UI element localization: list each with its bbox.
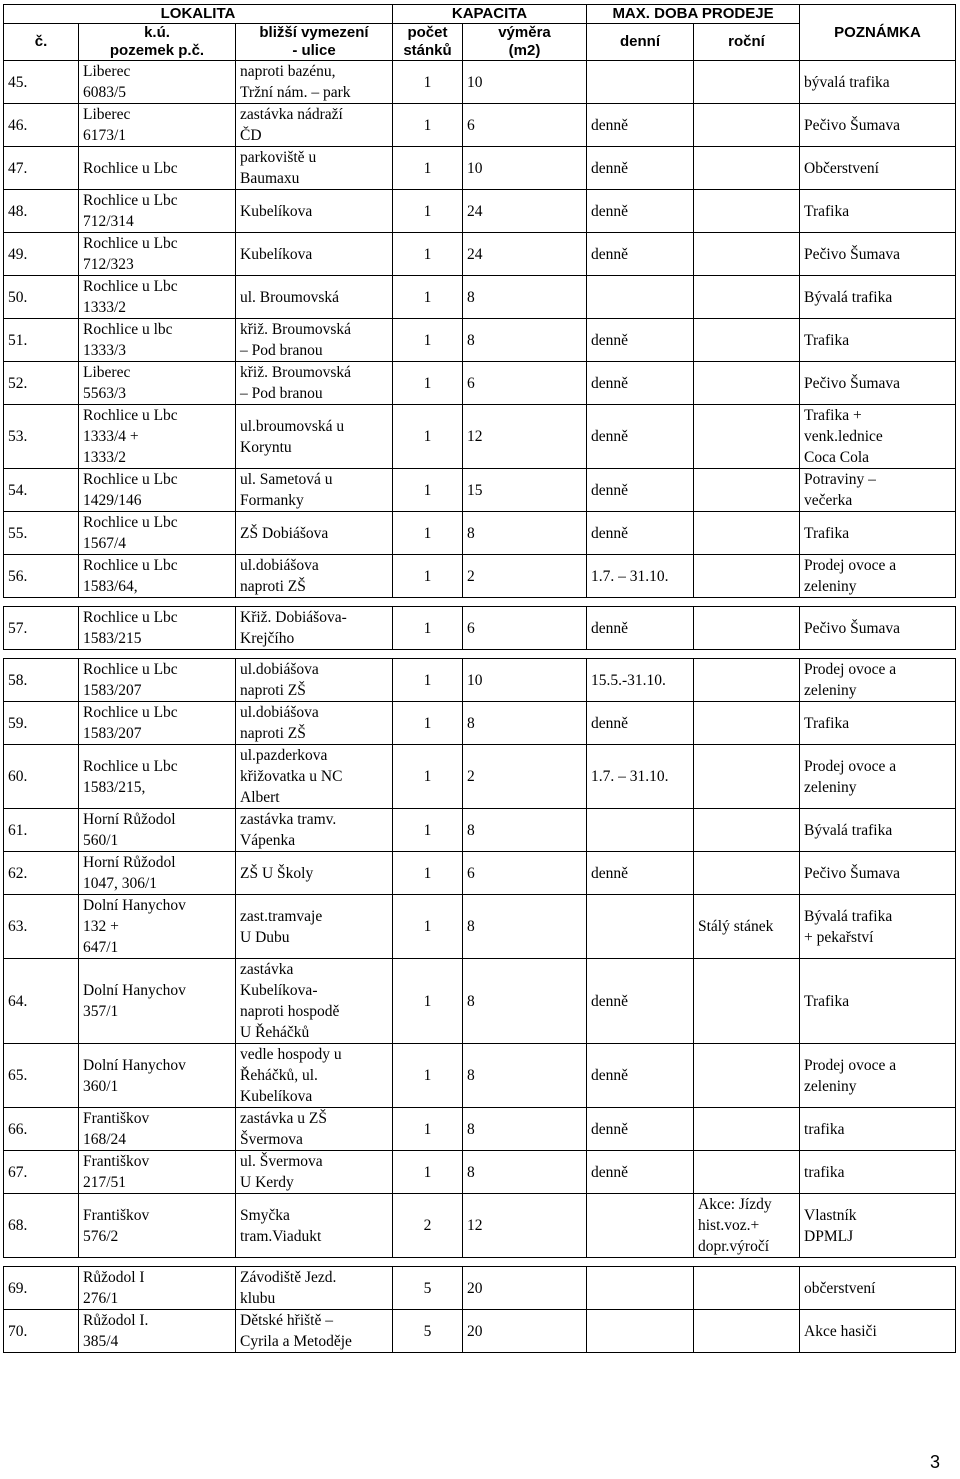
cell-cadastre: Františkov 168/24 <box>79 1108 236 1151</box>
cell-street: ul.pazderkova křižovatka u NC Albert <box>236 745 393 809</box>
cell-number: 62. <box>4 852 79 895</box>
cell-daily: 15.5.-31.10. <box>587 659 694 702</box>
cell-number: 57. <box>4 607 79 650</box>
cell-note: Trafika <box>800 190 956 233</box>
cell-count: 1 <box>393 362 463 405</box>
cell-number: 69. <box>4 1267 79 1310</box>
cell-street: ul. Švermova U Kerdy <box>236 1151 393 1194</box>
cell-note: trafika <box>800 1151 956 1194</box>
cell-yearly: Akce: Jízdy hist.voz.+ dopr.výročí <box>694 1194 800 1258</box>
cell-area: 2 <box>463 555 587 598</box>
cell-cadastre: Horní Růžodol 1047, 306/1 <box>79 852 236 895</box>
cell-count: 1 <box>393 1151 463 1194</box>
cell-yearly <box>694 852 800 895</box>
cell-cadastre: Růžodol I. 385/4 <box>79 1310 236 1353</box>
cell-yearly <box>694 233 800 276</box>
cell-cadastre: Rochlice u Lbc 1583/215 <box>79 607 236 650</box>
cell-area: 6 <box>463 607 587 650</box>
cell-area: 8 <box>463 1151 587 1194</box>
table-row <box>4 809 956 852</box>
cell-yearly <box>694 1044 800 1108</box>
cell-number: 50. <box>4 276 79 319</box>
cell-count: 1 <box>393 233 463 276</box>
table-row <box>4 147 956 190</box>
cell-count: 1 <box>393 469 463 512</box>
table-row <box>4 1194 956 1258</box>
table-row <box>4 852 956 895</box>
cell-cadastre: Liberec 6173/1 <box>79 104 236 147</box>
cell-count: 5 <box>393 1310 463 1353</box>
cell-yearly <box>694 512 800 555</box>
table-row <box>4 276 956 319</box>
cell-cadastre: Rochlice u Lbc 1567/4 <box>79 512 236 555</box>
cell-count: 1 <box>393 61 463 104</box>
table-row <box>4 405 956 469</box>
cell-area: 8 <box>463 512 587 555</box>
cell-yearly <box>694 1151 800 1194</box>
cell-yearly <box>694 1310 800 1353</box>
cell-note: Trafika + venk.lednice Coca Cola <box>800 405 956 469</box>
cell-daily: 1.7. – 31.10. <box>587 555 694 598</box>
cell-daily: denně <box>587 362 694 405</box>
table-header <box>4 5 956 61</box>
cell-note: Prodej ovoce a zeleniny <box>800 1044 956 1108</box>
cell-cadastre: Liberec 6083/5 <box>79 61 236 104</box>
header-group-max-doba: MAX. DOBA PRODEJE <box>587 5 800 24</box>
cell-number: 66. <box>4 1108 79 1151</box>
cell-street: Dětské hřiště – Cyrila a Metoděje <box>236 1310 393 1353</box>
cell-number: 46. <box>4 104 79 147</box>
cell-cadastre: Františkov 576/2 <box>79 1194 236 1258</box>
cell-area: 6 <box>463 362 587 405</box>
cell-yearly <box>694 190 800 233</box>
cell-number: 48. <box>4 190 79 233</box>
cell-street: Kubelíkova <box>236 190 393 233</box>
cell-street: ul. Broumovská <box>236 276 393 319</box>
table-row <box>4 959 956 1044</box>
cell-count: 1 <box>393 702 463 745</box>
cell-daily: denně <box>587 469 694 512</box>
header-group-lokalita: LOKALITA <box>4 5 393 24</box>
cell-note: trafika <box>800 1108 956 1151</box>
cell-note: Akce hasiči <box>800 1310 956 1353</box>
cell-number: 59. <box>4 702 79 745</box>
header-col-number: č. <box>4 24 79 61</box>
cell-daily <box>587 61 694 104</box>
cell-count: 2 <box>393 1194 463 1258</box>
cell-street: naproti bazénu, Tržní nám. – park <box>236 61 393 104</box>
cell-note: Trafika <box>800 319 956 362</box>
cell-yearly <box>694 362 800 405</box>
cell-cadastre: Rochlice u Lbc 1583/207 <box>79 702 236 745</box>
cell-number: 49. <box>4 233 79 276</box>
row-gap <box>4 1258 956 1267</box>
cell-yearly <box>694 959 800 1044</box>
cell-yearly <box>694 405 800 469</box>
cell-note: Trafika <box>800 512 956 555</box>
table-row <box>4 659 956 702</box>
cell-daily <box>587 1194 694 1258</box>
cell-daily: denně <box>587 959 694 1044</box>
cell-note: Bývalá trafika <box>800 809 956 852</box>
cell-number: 51. <box>4 319 79 362</box>
cell-number: 64. <box>4 959 79 1044</box>
cell-number: 58. <box>4 659 79 702</box>
table-row <box>4 895 956 959</box>
cell-number: 47. <box>4 147 79 190</box>
location-table <box>3 4 956 1353</box>
cell-count: 5 <box>393 1267 463 1310</box>
row-gap <box>4 598 956 607</box>
cell-street: ul.dobiášova naproti ZŠ <box>236 659 393 702</box>
cell-note: Bývalá trafika + pekařství <box>800 895 956 959</box>
cell-area: 2 <box>463 745 587 809</box>
cell-daily: denně <box>587 702 694 745</box>
cell-daily <box>587 276 694 319</box>
table-row <box>4 512 956 555</box>
cell-yearly <box>694 659 800 702</box>
cell-note: Prodej ovoce a zeleniny <box>800 555 956 598</box>
cell-area: 20 <box>463 1267 587 1310</box>
page-number: 3 <box>929 1452 940 1472</box>
cell-count: 1 <box>393 319 463 362</box>
cell-count: 1 <box>393 190 463 233</box>
cell-daily: denně <box>587 104 694 147</box>
row-gap <box>4 650 956 659</box>
cell-cadastre: Dolní Hanychov 132 + 647/1 <box>79 895 236 959</box>
cell-number: 63. <box>4 895 79 959</box>
table-row <box>4 1267 956 1310</box>
cell-note: Občerstvení <box>800 147 956 190</box>
cell-yearly <box>694 607 800 650</box>
table-row <box>4 469 956 512</box>
cell-area: 6 <box>463 852 587 895</box>
cell-number: 54. <box>4 469 79 512</box>
cell-area: 8 <box>463 895 587 959</box>
cell-number: 55. <box>4 512 79 555</box>
cell-count: 1 <box>393 276 463 319</box>
cell-street: křiž. Broumovská – Pod branou <box>236 319 393 362</box>
cell-yearly <box>694 104 800 147</box>
table-row <box>4 233 956 276</box>
cell-note: Potraviny – večerka <box>800 469 956 512</box>
cell-cadastre: Rochlice u Lbc <box>79 147 236 190</box>
cell-daily: denně <box>587 1108 694 1151</box>
cell-note: občerstvení <box>800 1267 956 1310</box>
cell-cadastre: Rochlice u Lbc 1333/2 <box>79 276 236 319</box>
table-row <box>4 1108 956 1151</box>
cell-street: zastávka u ZŠ Švermova <box>236 1108 393 1151</box>
cell-count: 1 <box>393 895 463 959</box>
cell-cadastre: Liberec 5563/3 <box>79 362 236 405</box>
table-row <box>4 104 956 147</box>
cell-area: 15 <box>463 469 587 512</box>
cell-number: 67. <box>4 1151 79 1194</box>
cell-area: 24 <box>463 233 587 276</box>
cell-street: zastávka Kubelíkova- naproti hospodě U Řeháčků <box>236 959 393 1044</box>
cell-note: bývalá trafika <box>800 61 956 104</box>
cell-note: Vlastník DPMLJ <box>800 1194 956 1258</box>
table-row <box>4 1151 956 1194</box>
cell-street: zastávka tramv. Vápenka <box>236 809 393 852</box>
cell-daily <box>587 895 694 959</box>
cell-daily: denně <box>587 319 694 362</box>
cell-number: 68. <box>4 1194 79 1258</box>
cell-street: Křiž. Dobiášova- Krejčího <box>236 607 393 650</box>
header-col-daily: denní <box>587 24 694 61</box>
table-row <box>4 190 956 233</box>
cell-yearly <box>694 61 800 104</box>
cell-count: 1 <box>393 512 463 555</box>
cell-street: ul.dobiášova naproti ZŠ <box>236 555 393 598</box>
cell-street: Kubelíkova <box>236 233 393 276</box>
cell-note: Pečivo Šumava <box>800 104 956 147</box>
cell-count: 1 <box>393 959 463 1044</box>
table-row <box>4 319 956 362</box>
cell-street: ZŠ U Školy <box>236 852 393 895</box>
cell-area: 8 <box>463 1108 587 1151</box>
cell-area: 12 <box>463 405 587 469</box>
cell-area: 8 <box>463 319 587 362</box>
table-row <box>4 362 956 405</box>
cell-area: 12 <box>463 1194 587 1258</box>
cell-number: 56. <box>4 555 79 598</box>
cell-daily: denně <box>587 1044 694 1108</box>
cell-count: 1 <box>393 104 463 147</box>
cell-daily: 1.7. – 31.10. <box>587 745 694 809</box>
cell-yearly <box>694 809 800 852</box>
cell-cadastre: Rochlice u Lbc 1583/207 <box>79 659 236 702</box>
cell-daily <box>587 1310 694 1353</box>
cell-count: 1 <box>393 1108 463 1151</box>
table-body <box>4 61 956 1353</box>
cell-yearly <box>694 555 800 598</box>
table-row <box>4 745 956 809</box>
cell-note: Bývalá trafika <box>800 276 956 319</box>
cell-cadastre: Rochlice u Lbc 712/314 <box>79 190 236 233</box>
header-col-area: výměra (m2) <box>463 24 587 61</box>
header-col-count: počet stánků <box>393 24 463 61</box>
cell-number: 65. <box>4 1044 79 1108</box>
cell-note: Trafika <box>800 702 956 745</box>
cell-daily: denně <box>587 1151 694 1194</box>
table-row <box>4 1310 956 1353</box>
header-group-poznamka: POZNÁMKA <box>800 5 956 61</box>
cell-street: vedle hospody u Řeháčků, ul. Kubelíkova <box>236 1044 393 1108</box>
cell-area: 8 <box>463 1044 587 1108</box>
cell-street: zastávka nádraží ČD <box>236 104 393 147</box>
cell-count: 1 <box>393 147 463 190</box>
cell-street: ul.dobiášova naproti ZŠ <box>236 702 393 745</box>
cell-cadastre: Františkov 217/51 <box>79 1151 236 1194</box>
cell-cadastre: Růžodol I 276/1 <box>79 1267 236 1310</box>
cell-note: Pečivo Šumava <box>800 362 956 405</box>
cell-yearly <box>694 1267 800 1310</box>
cell-yearly <box>694 276 800 319</box>
cell-cadastre: Rochlice u Lbc 1583/215, <box>79 745 236 809</box>
cell-yearly <box>694 1108 800 1151</box>
cell-count: 1 <box>393 745 463 809</box>
cell-number: 45. <box>4 61 79 104</box>
cell-street: ul. Sametová u Formanky <box>236 469 393 512</box>
cell-street: ul.broumovská u Koryntu <box>236 405 393 469</box>
cell-daily: denně <box>587 233 694 276</box>
cell-cadastre: Rochlice u Lbc 1333/4 + 1333/2 <box>79 405 236 469</box>
cell-area: 6 <box>463 104 587 147</box>
cell-street: ZŠ Dobiášova <box>236 512 393 555</box>
cell-count: 1 <box>393 607 463 650</box>
cell-street: zast.tramvaje U Dubu <box>236 895 393 959</box>
cell-note: Pečivo Šumava <box>800 233 956 276</box>
table-row <box>4 607 956 650</box>
cell-count: 1 <box>393 852 463 895</box>
cell-note: Prodej ovoce a zeleniny <box>800 659 956 702</box>
cell-note: Prodej ovoce a zeleniny <box>800 745 956 809</box>
cell-cadastre: Dolní Hanychov 360/1 <box>79 1044 236 1108</box>
table-row <box>4 555 956 598</box>
header-col-cadastre: k.ú. pozemek p.č. <box>79 24 236 61</box>
cell-cadastre: Horní Růžodol 560/1 <box>79 809 236 852</box>
cell-number: 61. <box>4 809 79 852</box>
cell-count: 1 <box>393 659 463 702</box>
cell-yearly <box>694 702 800 745</box>
cell-area: 20 <box>463 1310 587 1353</box>
cell-count: 1 <box>393 555 463 598</box>
row-gap-cell <box>4 1258 956 1267</box>
cell-daily: denně <box>587 190 694 233</box>
cell-area: 8 <box>463 702 587 745</box>
cell-number: 70. <box>4 1310 79 1353</box>
cell-yearly <box>694 745 800 809</box>
cell-street: parkoviště u Baumaxu <box>236 147 393 190</box>
cell-daily: denně <box>587 405 694 469</box>
header-col-yearly: roční <box>694 24 800 61</box>
header-col-street: bližší vymezení - ulice <box>236 24 393 61</box>
cell-area: 10 <box>463 659 587 702</box>
cell-count: 1 <box>393 405 463 469</box>
cell-area: 8 <box>463 959 587 1044</box>
cell-area: 8 <box>463 276 587 319</box>
cell-yearly <box>694 469 800 512</box>
cell-cadastre: Rochlice u Lbc 1429/146 <box>79 469 236 512</box>
cell-area: 24 <box>463 190 587 233</box>
cell-note: Pečivo Šumava <box>800 607 956 650</box>
row-gap-cell <box>4 598 956 607</box>
cell-area: 10 <box>463 61 587 104</box>
cell-yearly <box>694 319 800 362</box>
cell-daily <box>587 1267 694 1310</box>
cell-daily <box>587 809 694 852</box>
cell-cadastre: Rochlice u Lbc 712/323 <box>79 233 236 276</box>
table-row <box>4 61 956 104</box>
cell-number: 52. <box>4 362 79 405</box>
cell-daily: denně <box>587 512 694 555</box>
header-group-kapacita: KAPACITA <box>393 5 587 24</box>
cell-street: křiž. Broumovská – Pod branou <box>236 362 393 405</box>
cell-number: 60. <box>4 745 79 809</box>
cell-daily: denně <box>587 607 694 650</box>
cell-count: 1 <box>393 1044 463 1108</box>
cell-street: Závodiště Jezd. klubu <box>236 1267 393 1310</box>
cell-note: Pečivo Šumava <box>800 852 956 895</box>
cell-note: Trafika <box>800 959 956 1044</box>
cell-cadastre: Dolní Hanychov 357/1 <box>79 959 236 1044</box>
table-row <box>4 702 956 745</box>
cell-cadastre: Rochlice u lbc 1333/3 <box>79 319 236 362</box>
cell-yearly: Stálý stánek <box>694 895 800 959</box>
cell-street: Smyčka tram.Viadukt <box>236 1194 393 1258</box>
cell-area: 10 <box>463 147 587 190</box>
table-row <box>4 1044 956 1108</box>
cell-yearly <box>694 147 800 190</box>
cell-number: 53. <box>4 405 79 469</box>
cell-daily: denně <box>587 147 694 190</box>
cell-count: 1 <box>393 809 463 852</box>
cell-daily: denně <box>587 852 694 895</box>
row-gap-cell <box>4 650 956 659</box>
cell-cadastre: Rochlice u Lbc 1583/64, <box>79 555 236 598</box>
cell-area: 8 <box>463 809 587 852</box>
